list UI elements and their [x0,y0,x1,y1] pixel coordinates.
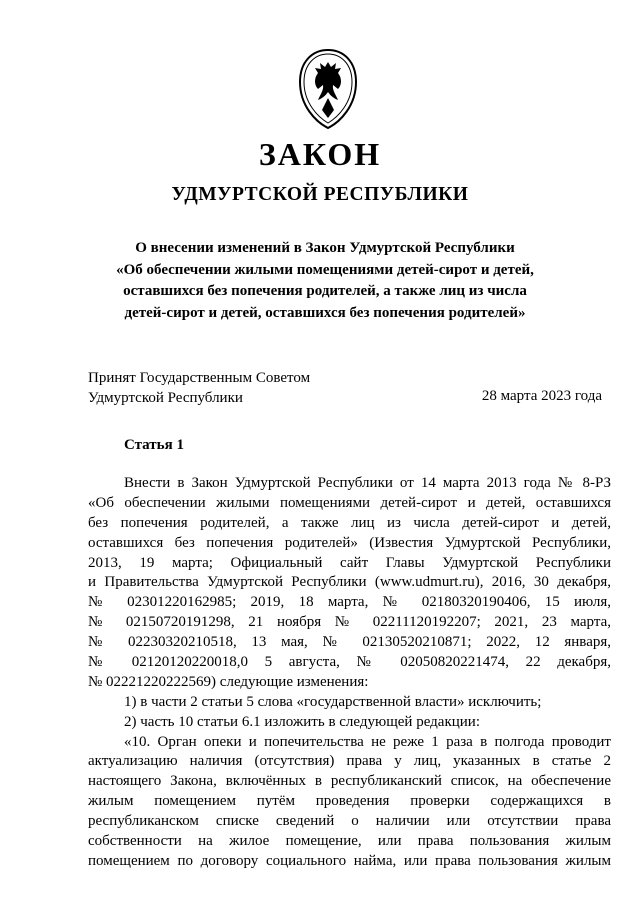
body-text-line: помещением по договору социального найма, или права пользования жилым [88,852,611,869]
body-text-line: и Правительства Удмуртской Республики (www.udmurt.ru), 2016, 30 декабря, [88,574,611,591]
document-title: ЗАКОН [258,136,382,172]
law-name-line: «Об обеспечении жилыми помещениями детей-сирот и детей, [116,261,534,278]
body-text-line: № 02301220162985; 2019, 18 марта, № 02180320190406, 15 июля, [88,594,611,611]
body-text-line: 2) часть 10 статьи 6.1 изложить в следующей редакции: [124,713,480,730]
body-text-line: «Об обеспечении жилыми помещениями детей-сирот и детей, оставшихся [88,494,611,511]
law-name-line: оставшихся без попечения родителей, а также лиц из числа [123,283,527,300]
body-text-line: «10. Орган опеки и попечительства не реже 1 раза в полгода проводит [124,733,611,750]
body-text-line: № 02230320210518, 13 мая, № 02130520210871; 2022, 12 января, [88,634,611,651]
body-text-line: № 02221220222569) следующие изменения: [88,673,369,690]
body-text-line: настоящего Закона, включённых в республиканский список, на обеспечение [88,773,611,790]
body-text-line: республиканском списке сведений о наличии или отсутствии права [88,813,611,830]
law-name [80,238,570,324]
adoption-line: Принят Государственным Советом [88,370,311,386]
document-subtitle: УДМУРТСКОЙ РЕСПУБЛИКИ [171,184,469,205]
udmurtia-coat-of-arms-emblem [298,48,358,130]
body-text-line: актуализацию наличия (отсутствия) права у лиц, указанных в статье 2 [88,753,611,770]
body-text-line: без попечения родителей, а также лиц из числа детей-сирот и детей, [88,514,611,531]
body-text-line: № 02120120220018,0 5 августа, № 02050820221474, 22 декабря, [88,654,611,671]
adoption-date: 28 марта 2023 года [481,388,602,404]
body-text-line: оставшихся без попечения родителей» (Известия Удмуртской Республики, [88,534,611,551]
adoption-line: Удмуртской Республики [88,390,243,406]
body-text-line: 1) в части 2 статьи 5 слова «государственной власти» исключить; [124,693,542,710]
article-heading: Статья 1 [124,437,184,453]
law-name-line: детей-сирот и детей, оставшихся без попечения родителей» [124,304,526,321]
body-text-line: 2013, 19 марта; Официальный сайт Главы Удмуртской Республики [88,554,611,571]
article-body [88,474,611,872]
body-text-line: Внести в Закон Удмуртской Республики от 14 марта 2013 года № 8-РЗ [124,475,611,491]
body-text-line: жилым помещением путём проведения проверки содержащихся в [88,793,611,810]
body-text-line: № 02150720191298, 21 ноября № 02211120192207; 2021, 23 марта, [88,614,611,631]
body-text-line: собственности на жилое помещение, или права пользования жилым [88,833,611,850]
adoption-info [88,368,310,408]
law-name-line: О внесении изменений в Закон Удмуртской Республики [135,240,515,256]
